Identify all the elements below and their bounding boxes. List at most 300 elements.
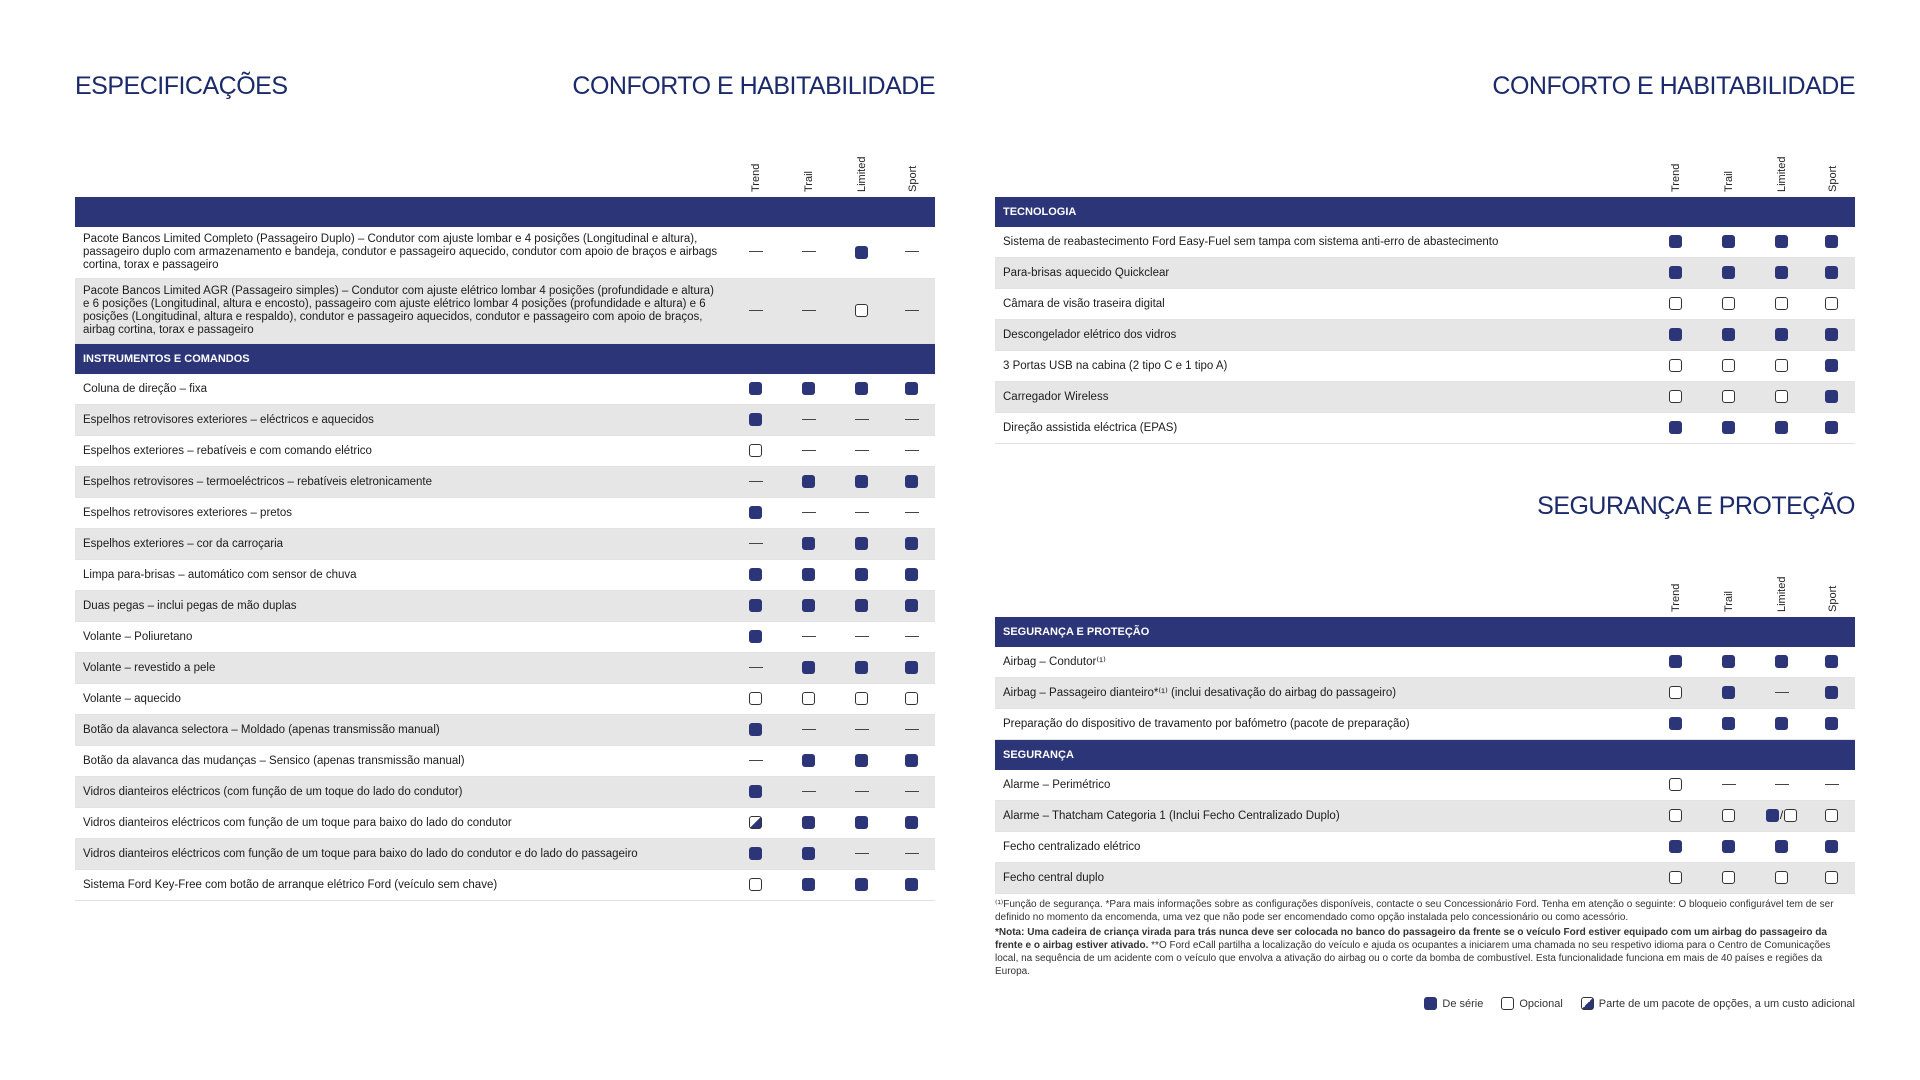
feature-label: Fecho central duplo xyxy=(995,863,1649,894)
availability-trend xyxy=(1649,678,1702,709)
standard-square-icon xyxy=(1722,328,1735,341)
standard-square-icon xyxy=(1775,421,1788,434)
optional-square-icon xyxy=(905,692,918,705)
column-header-trail: Trail xyxy=(1723,591,1735,612)
footnote-2-bold: *Nota: Uma cadeira de criança virada para trás nunca deve ser colocada no banco do passageiro da frente se o veículo Ford estiver equipado com um airbag do passageiro da frente e o airbag estiver ativado. xyxy=(995,927,1827,951)
optional-square-icon xyxy=(1669,871,1682,884)
table-row xyxy=(75,622,935,653)
availability-trend xyxy=(729,529,782,560)
legend-standard-label: De série xyxy=(1442,997,1484,1010)
table-row xyxy=(995,382,1855,413)
standard-square-icon xyxy=(1722,235,1735,248)
availability-limited xyxy=(835,870,888,901)
optional-square-icon xyxy=(1825,809,1838,822)
availability-trend xyxy=(1649,770,1702,801)
standard-square-icon xyxy=(1775,840,1788,853)
not-available-dash-icon xyxy=(749,251,763,252)
availability-trail xyxy=(782,777,835,808)
feature-label: Vidros dianteiros eléctricos com função de um toque para baixo do lado do condutor xyxy=(75,808,729,839)
footnotes xyxy=(995,898,1855,980)
table-row xyxy=(995,678,1855,709)
left-spec-table xyxy=(75,197,935,901)
standard-square-icon xyxy=(1669,266,1682,279)
feature-label: Alarme – Thatcham Categoria 1 (Inclui Fecho Centralizado Duplo) xyxy=(995,801,1649,832)
not-available-dash-icon xyxy=(905,419,919,420)
table-row xyxy=(75,529,935,560)
right-bottom-section-title: SEGURANÇA E PROTEÇÃO xyxy=(1537,492,1855,520)
feature-label: Airbag – Passageiro dianteiro*⁽¹⁾ (inclui desativação do airbag do passageiro) xyxy=(995,678,1649,709)
not-available-dash-icon xyxy=(1722,784,1736,785)
standard-square-icon xyxy=(749,723,762,736)
standard-square-icon xyxy=(905,816,918,829)
table-row xyxy=(75,591,935,622)
not-available-dash-icon xyxy=(802,636,816,637)
standard-square-icon xyxy=(802,661,815,674)
availability-trend xyxy=(729,684,782,715)
standard-square-icon xyxy=(1669,235,1682,248)
not-available-dash-icon xyxy=(855,729,869,730)
availability-sport xyxy=(888,746,935,777)
standard-square-icon xyxy=(905,878,918,891)
standard-square-icon xyxy=(1775,328,1788,341)
optional-square-icon xyxy=(1669,390,1682,403)
optional-square-icon xyxy=(1669,686,1682,699)
standard-square-icon xyxy=(802,599,815,612)
standard-square-icon xyxy=(1825,266,1838,279)
availability-trend xyxy=(1649,351,1702,382)
feature-label: Volante – revestido a pele xyxy=(75,653,729,684)
optional-square-icon xyxy=(1825,871,1838,884)
standard-square-icon xyxy=(1825,328,1838,341)
availability-trail xyxy=(1702,832,1755,863)
standard-square-icon xyxy=(802,847,815,860)
availability-sport xyxy=(1808,801,1855,832)
availability-sport xyxy=(888,227,935,279)
standard-square-icon xyxy=(1825,717,1838,730)
optional-square-icon xyxy=(855,692,868,705)
not-available-dash-icon xyxy=(1775,692,1789,693)
standard-square-icon xyxy=(749,630,762,643)
standard-square-icon xyxy=(1722,421,1735,434)
optional-square-icon xyxy=(1775,359,1788,372)
availability-trail xyxy=(782,622,835,653)
standard-square-icon xyxy=(1825,421,1838,434)
availability-trail xyxy=(1702,227,1755,258)
availability-limited xyxy=(835,227,888,279)
feature-label: Volante – aquecido xyxy=(75,684,729,715)
availability-limited xyxy=(835,715,888,746)
availability-trend xyxy=(729,777,782,808)
standard-square-icon xyxy=(855,816,868,829)
standard-square-icon xyxy=(905,661,918,674)
feature-label: Alarme – Perimétrico xyxy=(995,770,1649,801)
table-row xyxy=(995,647,1855,678)
right-bottom-column-headers xyxy=(995,552,1855,612)
standard-square-icon xyxy=(855,475,868,488)
table-row xyxy=(995,258,1855,289)
standard-square-icon xyxy=(905,568,918,581)
feature-label: Volante – Poliuretano xyxy=(75,622,729,653)
table-row xyxy=(995,351,1855,382)
availability-sport xyxy=(1808,863,1855,894)
availability-trend xyxy=(729,227,782,279)
feature-label: Espelhos exteriores – rebatíveis e com comando elétrico xyxy=(75,436,729,467)
table-row xyxy=(995,289,1855,320)
column-header-trend: Trend xyxy=(750,163,762,192)
availability-limited xyxy=(835,467,888,498)
availability-sport xyxy=(888,839,935,870)
availability-trend xyxy=(729,870,782,901)
availability-trail xyxy=(782,405,835,436)
section-header xyxy=(75,197,935,227)
table-row xyxy=(75,279,935,344)
availability-trail xyxy=(1702,320,1755,351)
standard-square-icon xyxy=(1825,840,1838,853)
table-row xyxy=(75,715,935,746)
table-row xyxy=(75,777,935,808)
optional-square-icon xyxy=(1722,359,1735,372)
standard-square-icon xyxy=(1775,235,1788,248)
availability-limited xyxy=(1755,832,1808,863)
table-row xyxy=(995,770,1855,801)
availability-sport xyxy=(888,808,935,839)
feature-label: Pacote Bancos Limited Completo (Passageiro Duplo) – Condutor com ajuste lombar e 4 posições (Longitudinal e altura), passageiro duplo com armazenamento e bandeja, condutor e passageiro aquecido, condutor com apoio de braços e airbags cortina, torax e passageiro xyxy=(75,227,729,279)
legend-optional xyxy=(1501,997,1562,1010)
table-row xyxy=(75,436,935,467)
standard-square-icon xyxy=(1669,717,1682,730)
feature-label: Sistema Ford Key-Free com botão de arranque elétrico Ford (veículo sem chave) xyxy=(75,870,729,901)
availability-limited xyxy=(835,746,888,777)
not-available-dash-icon xyxy=(905,853,919,854)
availability-trend xyxy=(1649,647,1702,678)
feature-label: Duas pegas – inclui pegas de mão duplas xyxy=(75,591,729,622)
table-row xyxy=(75,653,935,684)
availability-limited xyxy=(835,591,888,622)
availability-sport xyxy=(1808,647,1855,678)
optional-square-icon xyxy=(749,692,762,705)
availability-limited xyxy=(1755,289,1808,320)
optional-square-icon xyxy=(1669,359,1682,372)
availability-trend xyxy=(729,498,782,529)
standard-square-icon xyxy=(1722,717,1735,730)
column-header-trend: Trend xyxy=(1670,163,1682,192)
standard-square-icon xyxy=(1722,266,1735,279)
feature-label: Direção assistida eléctrica (EPAS) xyxy=(995,413,1649,444)
standard-square-icon xyxy=(905,537,918,550)
optional-square-icon xyxy=(802,692,815,705)
feature-label: Carregador Wireless xyxy=(995,382,1649,413)
table-row xyxy=(995,227,1855,258)
standard-square-icon xyxy=(855,382,868,395)
section-header xyxy=(995,197,1855,227)
availability-trend xyxy=(729,839,782,870)
column-header-trend: Trend xyxy=(1670,583,1682,612)
standard-square-icon xyxy=(1669,840,1682,853)
availability-trail xyxy=(1702,413,1755,444)
not-available-dash-icon xyxy=(802,791,816,792)
availability-limited xyxy=(835,498,888,529)
availability-trail xyxy=(782,374,835,405)
availability-trail xyxy=(782,560,835,591)
availability-trend xyxy=(1649,801,1702,832)
table-row xyxy=(995,413,1855,444)
availability-sport xyxy=(1808,351,1855,382)
availability-sport xyxy=(888,591,935,622)
standard-square-icon xyxy=(1825,235,1838,248)
optional-square-icon xyxy=(1784,809,1797,822)
legend-optional-label: Opcional xyxy=(1519,997,1563,1010)
availability-sport xyxy=(888,405,935,436)
table-row xyxy=(75,498,935,529)
availability-limited xyxy=(835,839,888,870)
availability-sport xyxy=(888,529,935,560)
standard-square-icon xyxy=(905,475,918,488)
availability-trail xyxy=(782,808,835,839)
availability-sport xyxy=(1808,770,1855,801)
availability-trend xyxy=(1649,289,1702,320)
availability-sport xyxy=(888,777,935,808)
optional-square-icon xyxy=(1501,997,1514,1010)
availability-sport xyxy=(1808,832,1855,863)
availability-limited xyxy=(835,560,888,591)
availability-trail xyxy=(782,436,835,467)
feature-label: Sistema de reabastecimento Ford Easy-Fuel sem tampa com sistema anti-erro de abastecimento xyxy=(995,227,1649,258)
standard-square-icon xyxy=(802,878,815,891)
optional-square-icon xyxy=(1722,390,1735,403)
availability-trend xyxy=(729,374,782,405)
package-square-icon xyxy=(749,816,762,829)
column-header-sport: Sport xyxy=(1827,165,1839,192)
availability-sport xyxy=(888,653,935,684)
availability-sport xyxy=(888,715,935,746)
availability-sport xyxy=(1808,709,1855,740)
standard-square-icon xyxy=(855,537,868,550)
availability-trail xyxy=(1702,678,1755,709)
table-row xyxy=(75,870,935,901)
standard-square-icon xyxy=(749,568,762,581)
section-header xyxy=(75,344,935,375)
feature-label: Vidros dianteiros eléctricos (com função de um toque do lado do condutor) xyxy=(75,777,729,808)
column-header-limited: Limited xyxy=(1776,156,1788,192)
availability-sport xyxy=(1808,289,1855,320)
section-title xyxy=(75,197,935,227)
not-available-dash-icon xyxy=(802,512,816,513)
availability-limited xyxy=(1755,647,1808,678)
not-available-dash-icon xyxy=(905,310,919,311)
availability-trend xyxy=(729,622,782,653)
standard-square-icon xyxy=(1825,359,1838,372)
table-row xyxy=(75,808,935,839)
legend-package-label: Parte de um pacote de opções, a um custo adicional xyxy=(1598,997,1855,1010)
table-row xyxy=(75,374,935,405)
table-row xyxy=(995,709,1855,740)
standard-square-icon xyxy=(1775,655,1788,668)
availability-trail xyxy=(1702,351,1755,382)
availability-sport xyxy=(888,374,935,405)
table-row xyxy=(75,467,935,498)
standard-square-icon xyxy=(1825,390,1838,403)
column-header-trail: Trail xyxy=(803,171,815,192)
not-available-dash-icon xyxy=(905,729,919,730)
availability-sport xyxy=(888,436,935,467)
availability-limited xyxy=(835,777,888,808)
standard-square-icon xyxy=(1424,997,1437,1010)
availability-sport xyxy=(1808,413,1855,444)
standard-square-icon xyxy=(855,599,868,612)
optional-square-icon xyxy=(1775,871,1788,884)
not-available-dash-icon xyxy=(905,251,919,252)
availability-trail xyxy=(782,839,835,870)
not-available-dash-icon xyxy=(855,853,869,854)
feature-label: Preparação do dispositivo de travamento por bafómetro (pacote de preparação) xyxy=(995,709,1649,740)
right-top-column-headers xyxy=(995,132,1855,192)
availability-sport xyxy=(1808,678,1855,709)
legend xyxy=(1412,997,1855,1010)
standard-square-icon xyxy=(855,661,868,674)
availability-trend xyxy=(729,560,782,591)
feature-label: Espelhos retrovisores – termoeléctricos – rebatíveis eletronicamente xyxy=(75,467,729,498)
availability-limited xyxy=(835,279,888,344)
availability-limited xyxy=(1755,351,1808,382)
availability-trail xyxy=(782,467,835,498)
footnote-2-rest: **O Ford eCall partilha a localização do veículo e ajuda os ocupantes a iniciarem uma chamada no seu respetivo idioma para o Centro de Comunicações local, na sequência de um acidente com o veículo que envolva a ativação do airbag ou o corte da bomba de combustível. Esta funcionalidade funciona em mais de 40 países e regiões da Europa. xyxy=(995,940,1831,977)
availability-limited xyxy=(835,622,888,653)
availability-sport xyxy=(888,279,935,344)
availability-limited xyxy=(1755,320,1808,351)
availability-trend xyxy=(1649,320,1702,351)
section-title: INSTRUMENTOS E COMANDOS xyxy=(75,344,935,375)
footnote-1: ⁽¹⁾Função de segurança. *Para mais informações sobre as configurações disponíveis, contacte o seu Concessionário Ford. Tenha em atenção o seguinte: O bloqueio configurável tem de ser definido no momento da encomenda, uma vez que não pode ser encomendado como opção instalada pelo concessionário ou como acessório. xyxy=(995,899,1834,923)
not-available-dash-icon xyxy=(855,419,869,420)
column-header-limited: Limited xyxy=(1776,576,1788,612)
safety-spec-table xyxy=(995,617,1855,894)
feature-label: Botão da alavanca selectora – Moldado (apenas transmissão manual) xyxy=(75,715,729,746)
standard-square-icon xyxy=(1722,686,1735,699)
feature-label: Airbag – Condutor⁽¹⁾ xyxy=(995,647,1649,678)
standard-square-icon xyxy=(855,568,868,581)
standard-square-icon xyxy=(749,506,762,519)
table-row xyxy=(75,405,935,436)
not-available-dash-icon xyxy=(905,512,919,513)
feature-label: Para-brisas aquecido Quickclear xyxy=(995,258,1649,289)
table-row xyxy=(75,746,935,777)
standard-square-icon xyxy=(802,754,815,767)
availability-trail xyxy=(1702,258,1755,289)
standard-square-icon xyxy=(802,382,815,395)
standard-square-icon xyxy=(749,599,762,612)
availability-limited xyxy=(1755,413,1808,444)
feature-label: Vidros dianteiros eléctricos com função de um toque para baixo do lado do condutor e do lado do passageiro xyxy=(75,839,729,870)
standard-square-icon xyxy=(1825,686,1838,699)
availability-trend xyxy=(1649,227,1702,258)
availability-trail xyxy=(782,870,835,901)
not-available-dash-icon xyxy=(802,450,816,451)
standard-square-icon xyxy=(749,413,762,426)
availability-trend xyxy=(729,808,782,839)
availability-trail xyxy=(782,279,835,344)
standard-square-icon xyxy=(855,878,868,891)
standard-square-icon xyxy=(1825,655,1838,668)
table-row xyxy=(995,863,1855,894)
availability-trail xyxy=(782,529,835,560)
availability-trend xyxy=(1649,258,1702,289)
optional-square-icon xyxy=(1669,778,1682,791)
feature-label: Coluna de direção – fixa xyxy=(75,374,729,405)
standard-square-icon xyxy=(905,382,918,395)
not-available-dash-icon xyxy=(855,791,869,792)
not-available-dash-icon xyxy=(749,310,763,311)
section-header xyxy=(995,617,1855,647)
availability-limited xyxy=(1755,678,1808,709)
availability-limited xyxy=(1755,709,1808,740)
not-available-dash-icon xyxy=(802,419,816,420)
column-header-sport: Sport xyxy=(1827,585,1839,612)
feature-label: Limpa para-brisas – automático com sensor de chuva xyxy=(75,560,729,591)
footnote-2 xyxy=(995,926,1855,978)
availability-limited xyxy=(835,529,888,560)
standard-square-icon xyxy=(1775,717,1788,730)
availability-limited xyxy=(835,436,888,467)
availability-trail xyxy=(782,684,835,715)
availability-trend xyxy=(729,746,782,777)
optional-square-icon xyxy=(1669,297,1682,310)
availability-sport xyxy=(888,684,935,715)
standard-square-icon xyxy=(749,847,762,860)
table-row xyxy=(995,801,1855,832)
standard-square-icon xyxy=(855,246,868,259)
availability-trend xyxy=(729,653,782,684)
feature-label: Botão da alavanca das mudanças – Sensico (apenas transmissão manual) xyxy=(75,746,729,777)
not-available-dash-icon xyxy=(855,450,869,451)
not-available-dash-icon xyxy=(802,729,816,730)
availability-limited xyxy=(835,653,888,684)
availability-trend xyxy=(1649,382,1702,413)
table-row xyxy=(995,832,1855,863)
availability-trend xyxy=(729,715,782,746)
feature-label: Espelhos retrovisores exteriores – pretos xyxy=(75,498,729,529)
not-available-dash-icon xyxy=(905,636,919,637)
availability-sport xyxy=(888,870,935,901)
availability-trail xyxy=(1702,770,1755,801)
not-available-dash-icon xyxy=(1775,784,1789,785)
section-header xyxy=(995,740,1855,771)
feature-label: 3 Portas USB na cabina (2 tipo C e 1 tipo A) xyxy=(995,351,1649,382)
table-row xyxy=(75,227,935,279)
not-available-dash-icon xyxy=(905,791,919,792)
table-row xyxy=(75,684,935,715)
standard-square-icon xyxy=(802,537,815,550)
optional-square-icon xyxy=(1669,809,1682,822)
table-row xyxy=(75,560,935,591)
availability-trail xyxy=(1702,801,1755,832)
availability-sport xyxy=(888,498,935,529)
technology-spec-table xyxy=(995,197,1855,444)
availability-trend xyxy=(729,405,782,436)
availability-limited xyxy=(1755,863,1808,894)
availability-trail xyxy=(782,746,835,777)
feature-label: Espelhos exteriores – cor da carroçaria xyxy=(75,529,729,560)
not-available-dash-icon xyxy=(749,481,763,482)
standard-square-icon xyxy=(1669,328,1682,341)
standard-square-icon xyxy=(749,382,762,395)
availability-trend xyxy=(729,591,782,622)
optional-square-icon xyxy=(1775,390,1788,403)
optional-square-icon xyxy=(1722,297,1735,310)
availability-limited xyxy=(1755,258,1808,289)
availability-sport xyxy=(1808,320,1855,351)
optional-square-icon xyxy=(1825,297,1838,310)
optional-square-icon xyxy=(855,304,868,317)
